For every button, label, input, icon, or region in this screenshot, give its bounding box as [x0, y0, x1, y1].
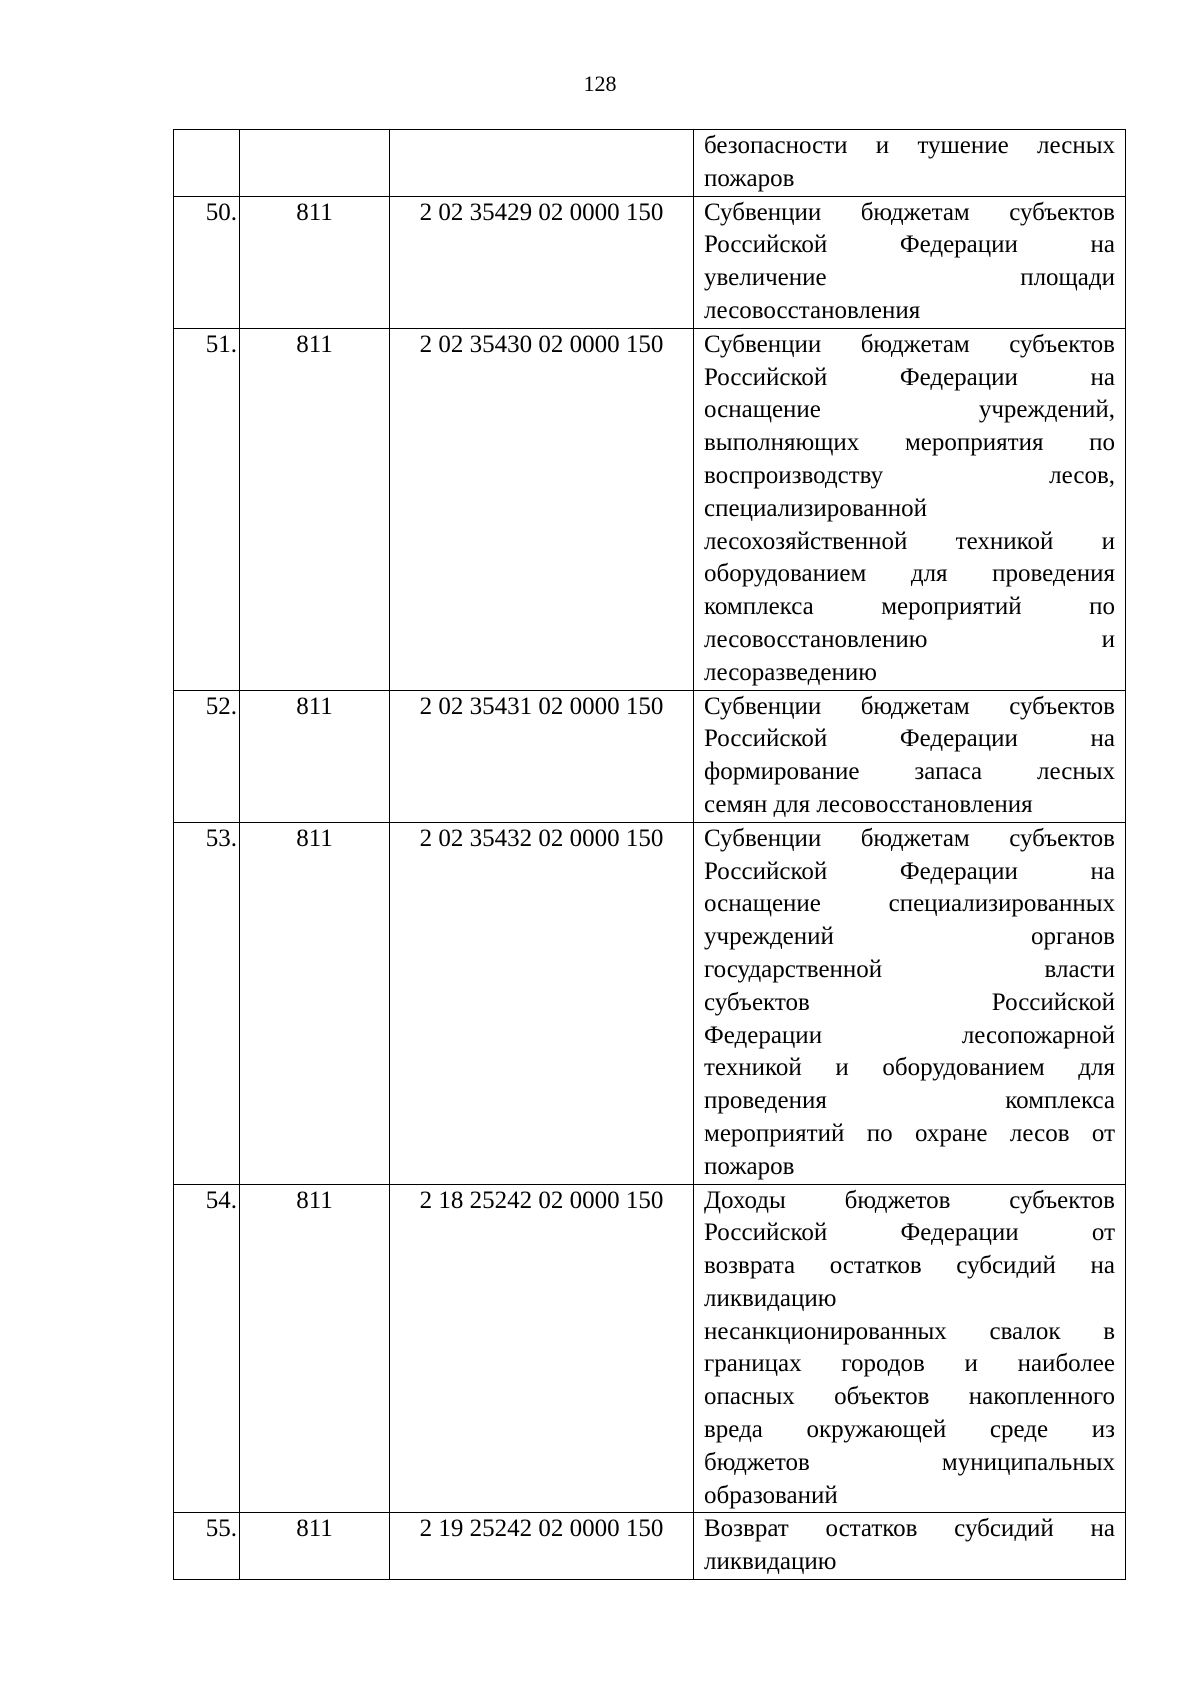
description-line: опасных объектов накопленного — [704, 1383, 1115, 1411]
description-line: вреда окружающей среде из — [704, 1416, 1115, 1444]
table-row — [174, 196, 1126, 328]
description-line: пожаров — [704, 164, 795, 192]
revenue-description — [694, 196, 1126, 328]
description-line: лесохозяйственной техникой и — [704, 527, 1115, 555]
description-line: оснащение специализированных — [704, 890, 1115, 918]
description-line: Федерации лесопожарной — [704, 1021, 1115, 1049]
description-line: формирование запаса лесных — [704, 758, 1115, 786]
description-line: комплекса мероприятий по — [704, 593, 1115, 621]
admin-code: 811 — [240, 822, 390, 1184]
description-line: субъектов Российской — [704, 988, 1115, 1016]
description-line: безопасности и тушение лесных — [704, 132, 1115, 159]
page-number: 128 — [583, 71, 617, 96]
revenue-description — [694, 328, 1126, 690]
description-line: лесовосстановления — [704, 296, 921, 324]
row-number: 51. — [174, 328, 240, 690]
description-line: Доходы бюджетов субъектов — [704, 1186, 1115, 1214]
table-row — [174, 690, 1126, 822]
table-row — [174, 822, 1126, 1184]
admin-code: 811 — [240, 328, 390, 690]
budget-classification-code: 2 02 35431 02 0000 150 — [390, 690, 694, 822]
description-line: Субвенции бюджетам субъектов — [704, 824, 1115, 852]
description-line: возврата остатков субсидий на — [704, 1252, 1115, 1280]
admin-code: 811 — [240, 690, 390, 822]
description-line: лесовосстановлению и — [704, 625, 1115, 653]
description-line: Российской Федерации на — [704, 231, 1115, 259]
description-line: Российской Федерации на — [704, 363, 1115, 391]
revenue-description — [694, 1513, 1126, 1580]
row-number — [174, 130, 240, 197]
row-number: 53. — [174, 822, 240, 1184]
description-line: увеличение площади — [704, 264, 1115, 292]
budget-classification-code: 2 02 35429 02 0000 150 — [390, 196, 694, 328]
description-line: Российской Федерации на — [704, 857, 1115, 885]
description-line: мероприятий по охране лесов от — [704, 1119, 1115, 1147]
table-body — [174, 130, 1126, 1580]
budget-classification-code: 2 19 25242 02 0000 150 — [390, 1513, 694, 1580]
revenue-description — [694, 690, 1126, 822]
description-line: оборудованием для проведения — [704, 560, 1115, 588]
budget-classification-code: 2 02 35432 02 0000 150 — [390, 822, 694, 1184]
description-line: границах городов и наиболее — [704, 1350, 1115, 1378]
admin-code: 811 — [240, 196, 390, 328]
description-line: бюджетов муниципальных — [704, 1448, 1115, 1476]
row-number: 52. — [174, 690, 240, 822]
budget-classification-code: 2 02 35430 02 0000 150 — [390, 328, 694, 690]
row-number: 54. — [174, 1184, 240, 1513]
description-line: Российской Федерации на — [704, 725, 1115, 753]
revenue-description — [694, 822, 1126, 1184]
description-line: образований — [704, 1481, 838, 1509]
description-line: Субвенции бюджетам субъектов — [704, 330, 1115, 358]
description-line: учреждений органов — [704, 923, 1115, 951]
table-row — [174, 130, 1126, 197]
description-line: Возврат остатков субсидий на — [704, 1515, 1115, 1543]
description-line: оснащение учреждений, — [704, 396, 1115, 424]
description-line: Российской Федерации от — [704, 1219, 1115, 1247]
admin-code: 811 — [240, 1184, 390, 1513]
revenue-description — [694, 1184, 1126, 1513]
description-line: семян для лесовосстановления — [704, 790, 1033, 818]
description-line: Субвенции бюджетам субъектов — [704, 692, 1115, 720]
row-number: 55. — [174, 1513, 240, 1580]
admin-code — [240, 130, 390, 197]
admin-code: 811 — [240, 1513, 390, 1580]
description-line: проведения комплекса — [704, 1087, 1115, 1115]
revenue-description — [694, 130, 1126, 197]
table-row — [174, 1513, 1126, 1580]
description-line: техникой и оборудованием для — [704, 1054, 1115, 1082]
description-line: ликвидацию — [704, 1548, 837, 1576]
budget-classification-code: 2 18 25242 02 0000 150 — [390, 1184, 694, 1513]
description-line: ликвидацию — [704, 1284, 837, 1312]
table-row — [174, 1184, 1126, 1513]
description-line: воспроизводству лесов, — [704, 461, 1115, 489]
description-line: лесоразведению — [704, 658, 877, 686]
description-line: пожаров — [704, 1152, 795, 1180]
description-line: государственной власти — [704, 955, 1115, 983]
description-line: специализированной — [704, 494, 927, 522]
table-row — [174, 328, 1126, 690]
budget-classification-code — [390, 130, 694, 197]
row-number: 50. — [174, 196, 240, 328]
description-line: Субвенции бюджетам субъектов — [704, 198, 1115, 226]
description-line: выполняющих мероприятия по — [704, 429, 1115, 457]
budget-code-table — [173, 129, 1126, 1580]
description-line: несанкционированных свалок в — [704, 1317, 1115, 1345]
